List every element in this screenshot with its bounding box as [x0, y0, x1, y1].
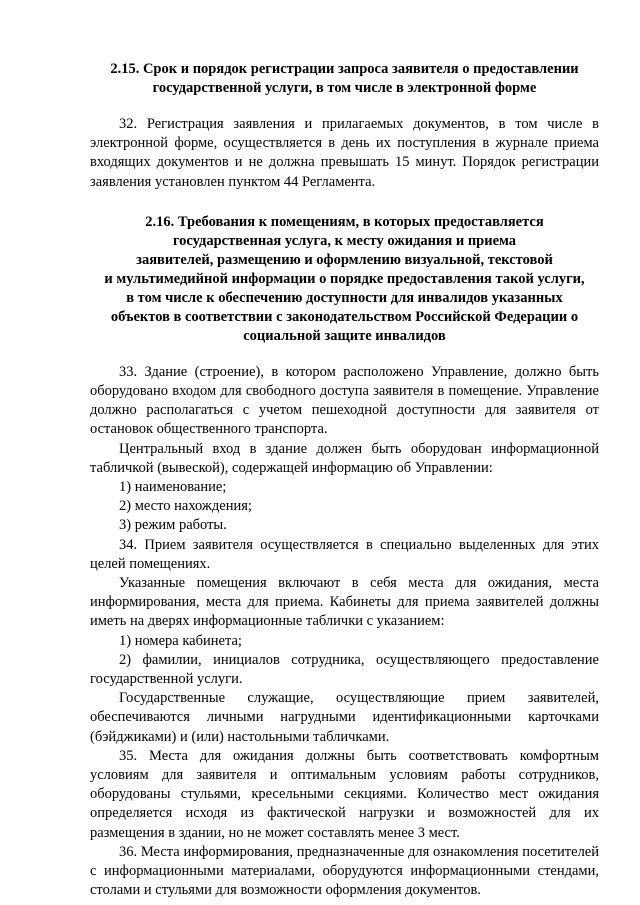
- list-item: 2) место нахождения;: [119, 498, 252, 515]
- heading-line: социальной защите инвалидов: [243, 327, 446, 344]
- list-item: 2) фамилии, инициалов сотрудника, осуществляющего предоставление государственной услуги.: [90, 651, 599, 688]
- paragraph-35: 35. Места для ожидания должны быть соответствовать комфортным условиям для заявителя и оптимальным условиям работы сотрудников, оборудованы стульями, кресельными секциями. Количество мест ожидания определяется исходя из фактической нагрузки и возможностей для их размещения в здании, но не может составлять менее 3 мест.: [90, 747, 599, 841]
- heading-line: и мультимедийной информации о порядке предоставления такой услуги,: [104, 270, 585, 287]
- heading-line: заявителей, размещению и оформлению визуальной, текстовой: [136, 251, 553, 268]
- paragraph-33: 33. Здание (строение), в котором расположено Управление, должно быть оборудовано входом для свободного доступа заявителя в помещение. Управление должно располагаться с учетом пешеходной доступности для заявителя от остановок общественного транспорта.: [90, 363, 599, 438]
- paragraph-36: 36. Места информирования, предназначенные для ознакомления посетителей с информационными материалами, оборудуются информационными стендами, столами и стульями для возможности оформления документов.: [90, 843, 599, 899]
- heading-line: объектов в соответствии с законодательством Российской Федерации о: [110, 308, 579, 325]
- list-item: 1) наименование;: [119, 479, 227, 496]
- section-heading-2-16: [90, 213, 599, 346]
- heading-line: в том числе к обеспечению доступности для инвалидов указанных: [126, 289, 563, 306]
- paragraph-32: 32. Регистрация заявления и прилагаемых документов, в том числе в электронной форме, осуществляется в день их поступления в журнале приема входящих документов и не должна превышать 15 минут. Порядок регистрации заявления установлен пунктом 44 Регламента.: [90, 116, 599, 190]
- heading-line: государственная услуга, к месту ожидания и приема: [172, 232, 517, 249]
- paragraph-34-rooms: Указанные помещения включают в себя места для ожидания, места информирования, места для приема. Кабинеты для приема заявителей должны иметь на дверях информационные таблички с указанием:: [90, 575, 599, 630]
- heading-line: 2.16. Требования к помещениям, в которых предоставляется: [145, 213, 544, 230]
- list-item: 1) номера кабинета;: [119, 632, 242, 649]
- list-item: 3) режим работы.: [119, 517, 227, 534]
- heading-line: государственной услуги, в том числе в электронной форме: [152, 80, 537, 96]
- section-heading-2-15: [90, 60, 599, 98]
- document-page: [90, 60, 599, 901]
- paragraph-33-entrance: Центральный вход в здание должен быть оборудован информационной табличкой (вывеской), содержащей информацию об Управлении:: [90, 440, 599, 476]
- paragraph-34: 34. Прием заявителя осуществляется в специально выделенных для этих целей помещениях.: [90, 536, 599, 572]
- heading-line: 2.15. Срок и порядок регистрации запроса заявителя о предоставлении: [110, 61, 579, 77]
- paragraph-34-staff: Государственные служащие, осуществляющие прием заявителей, обеспечиваются личными нагрудными идентификационными карточками (бэйджиками) и (или) настольными табличками.: [90, 690, 599, 745]
